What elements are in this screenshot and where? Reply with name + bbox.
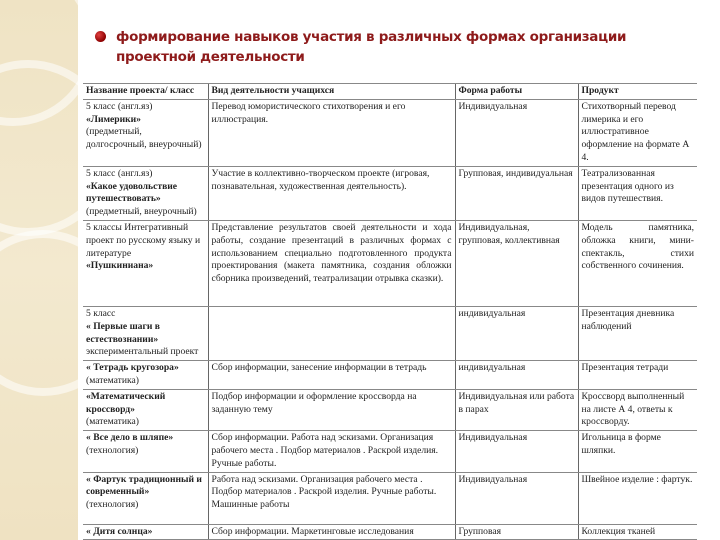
table-row [83,220,697,306]
header-form: Форма работы [455,84,578,100]
cell-project [83,361,208,390]
project-type: экспериментальный проект [86,346,199,358]
project-type: (предметный, внеурочный) [86,206,197,218]
cell-form: Групповая [455,524,578,540]
table-row [83,431,697,472]
cell-activity: Сбор информации. Работа над эскизами. Организация рабочего места . Подбор материалов . Раскрой изделия. Ручные работы. [208,431,455,472]
table-header-row [83,84,697,100]
header-product: Продукт [578,84,697,100]
cell-product: Швейное изделие : фартук. [578,472,697,524]
cell-activity: Подбор информации и оформление кроссворда на заданную тему [208,389,455,430]
project-name: « Дитя солнца» [86,525,153,537]
project-name: « Тетрадь кругозора» [86,362,179,374]
decorative-circle [0,230,78,396]
cell-product: Театрализованная презентация одного из видов путешествия. [578,166,697,220]
project-name: « Все дело в шляпе» [86,432,174,444]
project-class: 5 класс (англ.яз) [86,100,153,112]
cell-activity [208,306,455,360]
project-class: 5 классы Интегративный проект по русскому языку и литературе [86,221,201,259]
project-class: 5 класс [86,307,116,319]
slide-title: формирование навыков участия в различных формах организации проектной деятельности [116,29,627,65]
project-name: « Фартук традиционный и современный» [86,473,202,498]
cell-activity: Участие в коллективно-творческом проекте (игровая, познавательная, художественная деятельность). [208,166,455,220]
cell-activity: Сбор информации, занесение информации в тетрадь [208,361,455,390]
cell-product: Коллекция тканей [578,524,697,540]
project-type: (математика) [86,416,139,428]
project-class: 5 класс (англ.яз) [86,167,153,179]
project-type: (предметный, долгосрочный, внеурочный) [86,126,202,151]
project-name: «Пушкиниана» [86,260,154,272]
cell-project [83,472,208,524]
cell-project [83,524,208,540]
table-row [83,361,697,390]
cell-product: Игольница в форме шляпки. [578,431,697,472]
table-row [83,524,697,540]
cell-form: индивидуальная [455,306,578,360]
cell-product: Презентация тетради [578,361,697,390]
cell-form: Индивидуальная [455,472,578,524]
cell-product: Презентация дневника наблюдений [578,306,697,360]
cell-activity: Работа над эскизами. Организация рабочего места . Подбор материалов . Раскрой изделия. Ручные работы. Машинные работы [208,472,455,524]
header-activity: Вид деятельности учащихся [208,84,455,100]
header-project: Название проекта/ класс [83,84,208,100]
cell-form: индивидуальная [455,361,578,390]
cell-product: Модель памятника, обложка книги, мини-спектакль, стихи собственного сочинения. [578,220,697,306]
cell-form: Индивидуальная [455,431,578,472]
cell-activity: Сбор информации. Маркетинговые исследования [208,524,455,540]
cell-activity: Представление результатов своей деятельности и хода работы, создание презентаций в различных формах с использованием специально подготовленного продукта проектирования (макета памятника, создания обложки сборника произведений, театрализации отрывка сказки). [208,220,455,306]
cell-project [83,220,208,306]
bullet-icon [95,31,106,42]
decorative-circle [0,60,78,236]
cell-form: Групповая, индивидуальная [455,166,578,220]
cell-project [83,389,208,430]
table-row [83,389,697,430]
table-row [83,166,697,220]
cell-activity: Перевод юмористического стихотворения и его иллюстрация. [208,99,455,166]
cell-form: Индивидуальная, групповая, коллективная [455,220,578,306]
cell-product: Кроссворд выполненный на листе А 4, ответы к кроссворду. [578,389,697,430]
cell-form: Индивидуальная [455,99,578,166]
project-type: (технология) [86,444,139,456]
cell-project [83,166,208,220]
decorative-sidebar [0,0,78,540]
project-name: «Какое удовольствие путешествовать» [86,180,178,205]
table-row [83,99,697,166]
table-row [83,306,697,360]
project-name: « Первые шаги в естествознании» [86,320,160,345]
projects-table [83,83,697,540]
cell-project [83,431,208,472]
cell-project [83,99,208,166]
project-type: (математика) [86,374,139,386]
cell-form: Индивидуальная или работа в парах [455,389,578,430]
cell-project [83,306,208,360]
project-name: «Лимерики» [86,113,141,125]
project-name: «Математический кроссворд» [86,390,166,415]
cell-product: Стихотворный перевод лимерика и его иллюстративное оформление на формате А 4. [578,99,697,166]
project-type: (технология) [86,499,139,511]
table-row [83,472,697,524]
